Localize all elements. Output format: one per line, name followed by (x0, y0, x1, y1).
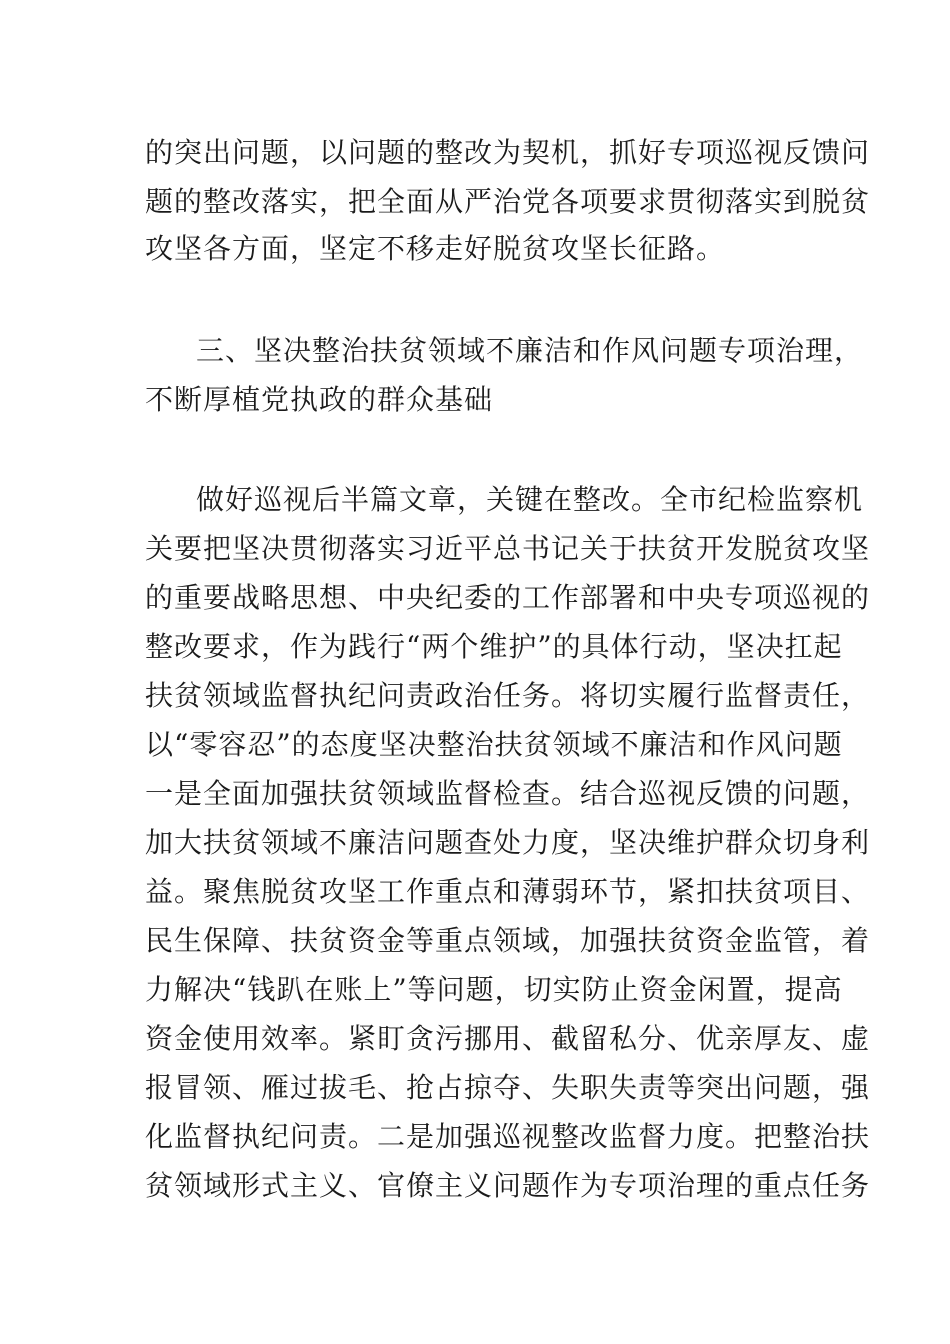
paragraph-line: 益。聚焦脱贫攻坚工作重点和薄弱环节，紧扣扶贫项目、 (145, 875, 871, 908)
paragraph-line: 攻坚各方面，坚定不移走好脱贫攻坚长征路。 (145, 232, 726, 265)
paragraph-line: 民生保障、扶贫资金等重点领域，加强扶贫资金监管，着 (145, 924, 871, 957)
paragraph-line: 题的整改落实，把全面从严治党各项要求贯彻落实到脱贫 (145, 185, 871, 218)
paragraph-line: 整改要求，作为践行“两个维护”的具体行动，坚决扛起 (145, 630, 843, 663)
paragraph-line: 的突出问题，以问题的整改为契机，抓好专项巡视反馈问 (145, 136, 871, 169)
paragraph-line: 报冒领、雁过拔毛、抢占掠夺、失职失责等突出问题，强 (145, 1071, 871, 1104)
paragraph-line: 贫领域形式主义、官僚主义问题作为专项治理的重点任务 (145, 1169, 871, 1202)
section-heading-line: 不断厚植党执政的群众基础 (145, 383, 494, 416)
section-heading-line: 三、坚决整治扶贫领域不廉洁和作风问题专项治理， (196, 334, 864, 367)
paragraph-line: 扶贫领域监督执纪问责政治任务。将切实履行监督责任， (145, 679, 871, 712)
paragraph-line: 加大扶贫领域不廉洁问题查处力度，坚决维护群众切身利 (145, 826, 871, 859)
paragraph-line: 力解决“钱趴在账上”等问题，切实防止资金闲置，提高 (145, 973, 843, 1006)
paragraph-line: 资金使用效率。紧盯贪污挪用、截留私分、优亲厚友、虚 (145, 1022, 871, 1055)
paragraph-line: 化监督执纪问责。二是加强巡视整改监督力度。把整治扶 (145, 1120, 871, 1153)
paragraph-line: 关要把坚决贯彻落实习近平总书记关于扶贫开发脱贫攻坚 (145, 532, 871, 565)
paragraph-line: 的重要战略思想、中央纪委的工作部署和中央专项巡视的 (145, 581, 871, 614)
paragraph-line: 一是全面加强扶贫领域监督检查。结合巡视反馈的问题， (145, 777, 871, 810)
paragraph-line: 以“零容忍”的态度坚决整治扶贫领域不廉洁和作风问题 (145, 728, 843, 761)
paragraph-line: 做好巡视后半篇文章，关键在整改。全市纪检监察机 (196, 483, 864, 516)
